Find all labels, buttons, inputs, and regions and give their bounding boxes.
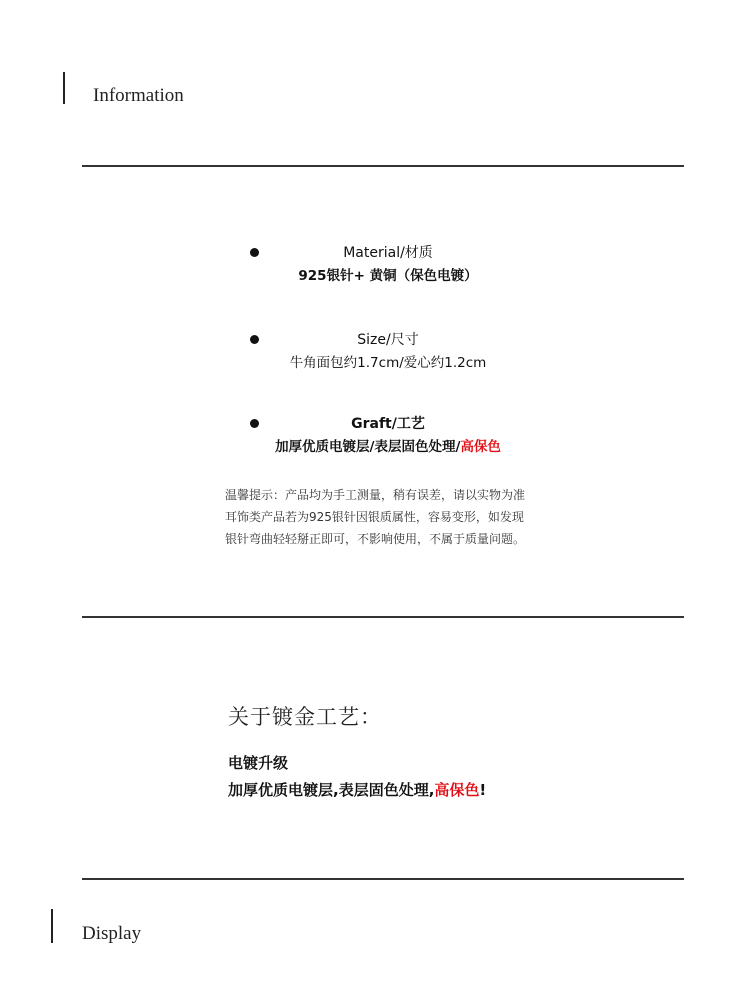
plating-heading: 关于镀金工艺： [228, 705, 382, 729]
divider-middle [82, 616, 684, 618]
size-title: Size/尺寸 [357, 332, 419, 348]
craft-item [240, 415, 536, 456]
craft-value-text: 加厚优质电镀层/表层固色处理/ [275, 439, 461, 455]
craft-title: Graft/工艺 [351, 416, 425, 432]
divider-top [82, 165, 684, 167]
care-note [225, 484, 555, 550]
plating-subtitle: 电镀升级 [228, 754, 289, 772]
plating-desc-end: ! [479, 781, 487, 799]
display-heading: Display [82, 923, 142, 944]
note-line: 银针弯曲轻轻掰正即可，不影响使用，不属于质量问题。 [225, 532, 526, 546]
bullet-icon [250, 248, 259, 257]
craft-value [240, 438, 536, 456]
divider-bottom [82, 878, 684, 880]
craft-value-highlight: 高保色 [460, 439, 501, 455]
size-value: 牛角面包约1.7cm/爱心约1.2cm [289, 355, 487, 371]
note-line: 耳饰类产品若为925银针因银质属性，容易变形，如发现 [225, 510, 524, 524]
bullet-icon [250, 419, 259, 428]
display-marker [51, 909, 53, 943]
material-item [240, 244, 536, 285]
information-marker [63, 72, 65, 104]
size-item [240, 331, 536, 372]
plating-desc-text: 加厚优质电镀层,表层固色处理, [228, 781, 435, 799]
plating-desc-highlight: 高保色 [434, 781, 480, 799]
material-title: Material/材质 [343, 245, 433, 261]
material-value: 925银针+ 黄铜（保色电镀） [298, 268, 478, 284]
information-heading: Information [93, 85, 184, 106]
plating-description [228, 779, 486, 800]
note-line: 温馨提示：产品均为手工测量，稍有误差，请以实物为准 [225, 488, 526, 502]
bullet-icon [250, 335, 259, 344]
